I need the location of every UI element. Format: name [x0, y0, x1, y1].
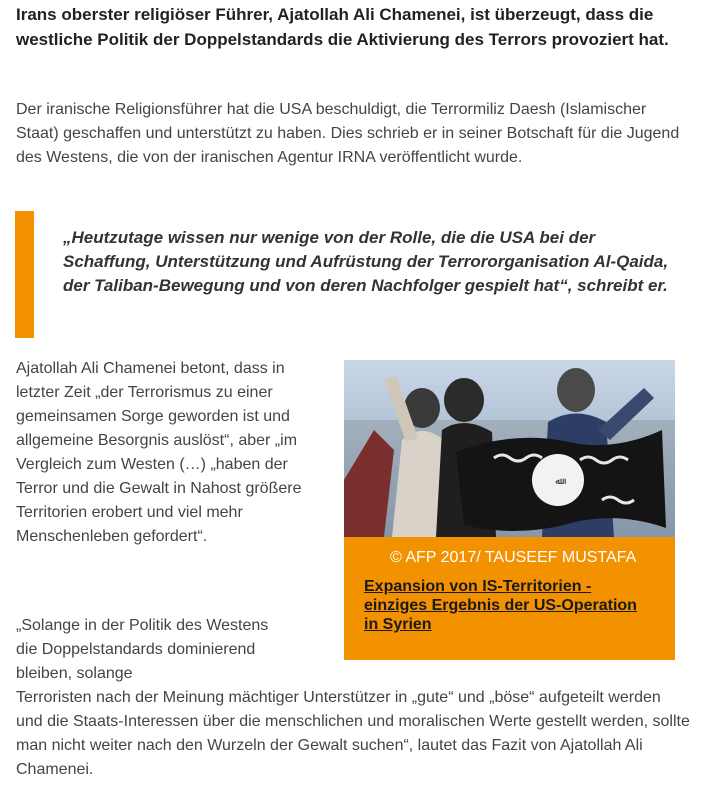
photo-credit: © AFP 2017/ TAUSEEF MUSTAFA	[390, 549, 637, 566]
article-paragraph-3-start: „Solange in der Politik des Westens die Doppelstandards dominierend bleiben, solange	[16, 617, 269, 682]
news-photo-image	[344, 360, 675, 537]
article-figure	[344, 360, 675, 660]
svg-text:ﷲ: ﷲ	[555, 477, 561, 487]
article-paragraph-2: Ajatollah Ali Chamenei betont, dass in letzter Zeit „der Terrorismus zu einer gemeinsamen Sorge geworden ist und allgemeine Besorgnis auslöst“, aber „im Vergleich zum Westen (…) „haben der Terror und die Gewalt in Nahost größere Territorien erobert und viel mehr Menschenleben gefordert“.	[16, 360, 302, 545]
photo-caption-box	[344, 537, 675, 660]
article-quote: „Heutzutage wissen nur wenige von der Rolle, die die USA bei der Schaffung, Unterstützung und Aufrüstung der Terrororganisation Al-Qaida, der Taliban-Bewegung und von deren Nachfolger gespielt hat“, schreibt er.	[63, 228, 669, 295]
news-photo	[344, 360, 675, 537]
article-lead: Irans oberster religiöser Führer, Ajatollah Ali Chamenei, ist überzeugt, dass die westliche Politik der Doppelstandards die Aktivierung des Terrors provoziert hat.	[16, 5, 669, 49]
related-article-link[interactable]: Expansion von IS-Territorien - einziges Ergebnis der US-Operation in Syrien	[364, 578, 637, 633]
quote-accent-bar	[15, 211, 34, 338]
article-intro: Der iranische Religionsführer hat die USA beschuldigt, die Terrormiliz Daesh (Islamischer Staat) geschaffen und unterstützt zu haben. Dies schrieb er in seiner Botschaft für die Jugend des Westens, die von der iranischen Agentur IRNA veröffentlicht wurde.	[16, 101, 680, 166]
article-paragraph-3-end: Terroristen nach der Meinung mächtiger Unterstützer in „gute“ und „böse“ aufgeteilt werden und die Staats-Interessen über die menschlichen und moralischen Werte gestellt werden, sollte man nicht weiter nach den Wurzeln der Gewalt suchen“, lautet das Fazit von Ajatollah Ali Chamenei.	[16, 689, 690, 778]
